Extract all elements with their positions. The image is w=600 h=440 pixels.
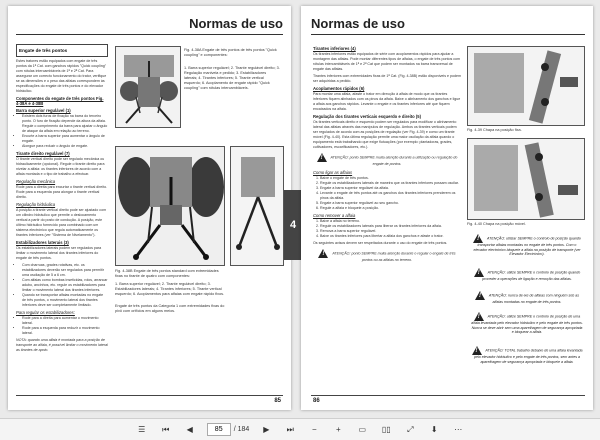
title-rule [311,34,585,35]
first-page-icon[interactable]: ⏮ [162,424,170,434]
figure-b-caption: Fig. 4-38B Engate de três pontos standard com extremidades fixas no tirante de quatro com componentes: [115,269,219,278]
warning-text: ATENÇÃO: utilizar SEMPRE o controlo de posição quando transportar alfaias montadas no engate de três pontos. Com o elevador electrónico bloqueie a alfaia na posição de transporte (ver Elevador Electrónico). [473,236,581,257]
upper-link-list [16,114,108,149]
page-title: Normas de uso [311,16,405,31]
warning-2-text: ATENÇÃO: ponto SEMPRE muita atenção durante o regular o engate de três pontos ou as alfaias no terreno. [332,251,456,262]
page-title: Normas de uso [189,16,283,31]
figure-a-text [184,48,280,58]
footer-rule [16,395,283,396]
section-heading: Engate de três pontos [19,48,68,53]
note-text: NOTA: quando uma alfaia é montada para a posição de transporte ao alfaia, é possível limitar o movimento lateral as tirantes de apoio. [16,338,108,352]
remove-note: Os seguintes avisos devem ser respeitados durante o uso do engate de três pontos. [313,241,448,245]
list-item: • Alongue para reduzir o ângulo de engate. [22,144,108,149]
sidebar-toggle-icon[interactable]: ☰ [138,425,146,434]
figure-4-39-caption: Fig. 4-39 Chapa na posição fixa. [467,128,522,132]
lower-links-title: Tirantes inferiores (4) [313,46,356,51]
list-item: • Com charruas, grades rotativas, etc. os estabilizadores deverão ser regulados para permitir uma oscilação de 5 a 6 cm. [22,263,108,278]
list-item: • Com alfaias como bombas inseticidas, rolos, arrancar adubo, ancinhos, etc. regule os estabilizadores para limitar o movimento lateral dos tirantes inferiores. [22,278,108,293]
warning-block-3 [471,291,583,305]
two-page-view-icon[interactable]: ▯▯ [381,425,391,434]
last-page-icon[interactable]: ⏭ [286,424,294,434]
right-page-column [313,44,461,266]
title-rule [16,34,283,35]
figure-a-caption: Fig. 4-38A Engate de três pontos de três pontos "Quick coupling" e componentes: [184,48,277,57]
left-page [8,6,291,410]
warning-icon [475,291,485,300]
download-icon[interactable]: ⬇ [430,425,438,434]
reg-title: Regulação dos tirantes verticais esquerdo e direito (5) [313,114,421,119]
section-heading-box [16,44,108,57]
figure-a-legend-wrap [184,66,280,91]
list-item: • Encurte a barra superior para aumentar o ângulo de engate. [22,134,108,144]
list-item: • Rode para a esquerda para reduzir o movimento lateral. [22,326,108,336]
left-page-column [16,44,108,355]
figure-b-legend: 1. Barra superior regulável; 2. Tirante regulável direito; 3. Estabilizadores laterais; 4. Tirantes inferiores; 5. Tirante vertical esquerdo; 6. Acoplamentos para alfaias com engate rápido fixos. [115,282,225,296]
warning-block-5 [471,346,583,364]
list-item: • Quando se transportar alfaias montadas no engate de três pontos, o movimento lateral dos tirantes inferiores deve ser completamente limitado. [22,293,108,308]
hitch-detail-illustration [231,147,284,266]
quick-title: Acoplamentos rápidos (6) [313,86,365,91]
chapter-tab: 4 [284,190,302,260]
connect-steps [313,176,461,211]
page-number: 86 [313,398,320,404]
more-options-icon[interactable]: ⋯ [454,425,463,434]
stab-list [16,263,108,308]
warning-icon [473,234,483,243]
lower-links-text: Os tirantes inferiores estão equipados de série com acoplamentos rápidos para ajudar a montagem das alfaias. Pode montar diferentes tipos de alfaias, o engate de três pontos com rótulas intercambiáveis de 1ª e 2ª Cat que podem ser montados na barra transversal de engate das alfaias. [313,52,461,71]
components-heading: Componentes do engate de três pontos Fig. 4-38A e 4-38B [16,96,104,106]
warning-text: ATENÇÃO: utilize SEMPRE o controlo de posição quando proceder a operações de ligação e remoção das alfaias. [482,270,581,281]
list-item: 3. Remova a barra superior regulável. [320,229,461,234]
list-item: 2. Regule os estabilizadores laterais de maneira que os tirantes inferiores possam oscilar. [320,181,461,186]
right-page [301,6,593,410]
mech-title: Regulação mecânica [16,179,56,184]
hitch-rear-illustration [116,147,225,266]
stab-title: Estabilizadores laterais (3) [16,240,69,245]
remove-steps [313,219,461,239]
warning-block-1 [471,234,583,257]
list-item: • Existem dois furos de fixação na barra do terceiro ponto. O furo de fixação depende da altura da alfaia. Regule o comprimento da barra para ajustar o ângulo de ataque da alfaia em relação ao terreno. [22,114,108,134]
warning-icon [474,312,484,321]
quick-text: Para montar uma alfaia, afaste o trator em direcção à alfaia de modo que os tirantes inferiores fiquem alinhados com os pinos da alfaia. Baixe o alinhamento dos ganchos e ligue a alfaia aos ganchos rápidos. Levante o engate e os tirantes inferiores até que fiquem encaixados na alfaia. [313,92,461,111]
figure-4-40 [467,138,585,220]
list-item: 6. Regule a alfaia e bloqueie a posição. [320,206,461,211]
adjust-list [16,316,108,336]
warning-block-2 [471,268,583,282]
figure-c-caption: Engate de três pontos da Categoria 1 com extremidades fixas do pivô com orifícios em alguns meios. [115,304,225,313]
reg-text: Os tirantes verticais direito e esquerdo podem ser regulados para modificar o alinhamento lateral das alfaias através das manípulos de regulação. Ambos os tirantes verticais podem ser regulados de acordo com as posições de regulação (ver Fig. 4-39) e como um tirante móvel (Fig. 4-40). Esta última regulação permite uma maior oscilação da alfaia quando o equipamento está trabalhando que exige flutuações (por exemplo: plantadoras, grades, cultivadores, escarificadores, etc.). [313,120,457,149]
fixed-plate-illustration [468,47,585,126]
warning-icon [318,249,328,258]
fit-page-icon[interactable]: ▭ [358,425,367,434]
next-page-icon[interactable]: ▶ [263,425,270,434]
lower-links-text-2: Tirantes inferiores com extremidades fixas de 1ª Cat. (Fig. 4-38B) estão disponíveis e podem ser adquiridas a pedido. [313,74,462,83]
warning-text: ATENÇÃO: nunca de-ixe de alfaias com ninguém sob as alfaias montadas no engate de três pontos. [488,293,580,304]
right-link-title: Tirante direito regulável (7) [16,151,70,156]
footer-rule [311,395,585,396]
previous-page-icon[interactable]: ◀ [186,425,193,434]
figure-4-38b [115,146,225,266]
figure-4-38a [115,46,181,128]
warning-block-4 [471,312,583,335]
stab-text: Os estabilizadores laterais podem ser regulados para limitar o movimento lateral dos tirantes inferiores do engate de três pontos. [16,246,102,260]
figure-b-text [115,269,225,279]
warning-1-text: ATENÇÃO: ponto SEMPRE muita atenção durante a utilização ou regulação do engate de pontos. [330,155,458,166]
remove-title: Como remover a alfaia [313,213,356,218]
right-link-text: O tirante vertical direito pode ser regulado mecânica ou hidraulicamente (opcional). Regule o tirante direito para nivelar a alfaia: os tirantes inferiores de acordo com a alfaia montada e o tipo de trabalho a efectuar. [16,157,105,176]
figure-b-legend-wrap [115,282,225,297]
fullscreen-icon[interactable]: ⤢ [407,424,414,434]
warning-text: ATENÇÃO: TOTAL trabalho debaixo de uma alfaia levantada pelo elevador hidráulico e pelo engate de três pontos, sem antes a aparelhagem de segurança apropriada e bloqueie a alfaia. [473,348,583,364]
connect-title: Como ligar as alfaias [313,170,353,175]
warning-2 [313,249,461,263]
intro-text: Estes tratores estão equipados com engate de três pontos da 1ª Cat. com ganchos rápidos "Quick coupling" com rótulas intercambiáveis de 1ª e 2ª Cat. Para assegurar um correcto funcionamento do trator, verifique se as dimensões e o peso das alfaias correspondem às especificações do engate de três pontos e do elevador hidráulico. [16,59,107,93]
figure-a-legend: 1. Barra superior regulável; 2. Tirante regulável direito; 3. Regulação manivela e pedido; 3. Estabilizadores laterais; 4. Tirantes inferiores; 5. Tirante vertical esquerdo; 6. Acoplamento de engate rápido "Quick coupling" com rótulas intercambiáveis. [184,66,280,90]
list-item: 5. Engate a barra superior regulável ao seu gancho. [320,201,461,206]
list-item: 2. Regule os estabilizadores laterais para liberar os tirantes inferiores da alfaia. [320,224,461,229]
warning-icon [474,268,484,277]
list-item: 3. Engate a barra superior regulável da alfaia. [320,186,461,191]
hyd-title: Regulação hidráulica [16,202,56,207]
figure-c [230,146,284,266]
warning-text: ATENÇÃO: utilize SEMPRE o controlo de posição de uma alfaia levantada pelo elevador hidráulico e pelo engate de três pontos. Nunca se deve abrir sem uma aparelhagem de segurança apropriada e bloquear a alfaia. [471,314,583,335]
mech-text: Rode para a direita para encurtar o tirante vertical direito. Rode para a esquerda para alongar o tirante vertical direito. [16,185,108,199]
warning-icon [472,346,482,355]
figure-4-40-caption: Fig. 4-40 Chapa na posição móvel. [467,222,526,226]
warning-1 [313,153,461,167]
hyd-text: A posição a tirante vertical direito pode ser ajustado com um cilindro hidráulico que permite o deslocamento vertical a partir do posto de condução. A posição, este último hidráulico fornecido para combinado com um sistema electrónico que regula automaticamente os tirantes inferiores (ver "Sistema de Nivelamento"). [16,208,107,237]
viewer-toolbar [0,418,600,440]
list-item: 1. Baixe a alfaia no terreno. [320,219,461,224]
list-item: 4. Baixe os tirantes inferiores para libertar a alfaia dos ganchos e afaste o trator. [320,234,461,239]
total-pages-label: / 184 [233,426,250,433]
page-navigator [207,423,250,436]
page-number-input[interactable] [207,423,231,436]
figure-c-text [115,304,225,314]
warning-icon [317,153,327,162]
list-item: 1. Baixe o engate de três pontos. [320,176,461,181]
figure-4-39 [467,46,585,126]
page-number: 85 [274,398,281,404]
zoom-in-icon[interactable]: + [335,425,341,434]
adjust-title: Para regular os estabilizadores: [16,310,75,315]
list-item: 4. Levante o engate de três pontos até os ganchos dos tirantes inferiores prenderem os pinos da alfaia. [320,191,461,201]
upper-link-title: Barra superior regulável (1) [16,108,71,113]
tractor-hitch-illustration [116,47,181,128]
zoom-out-icon[interactable]: − [311,425,317,434]
list-item: • Rode para a direita para aumentar o movimento lateral. [22,316,108,326]
movable-plate-illustration [468,139,585,220]
